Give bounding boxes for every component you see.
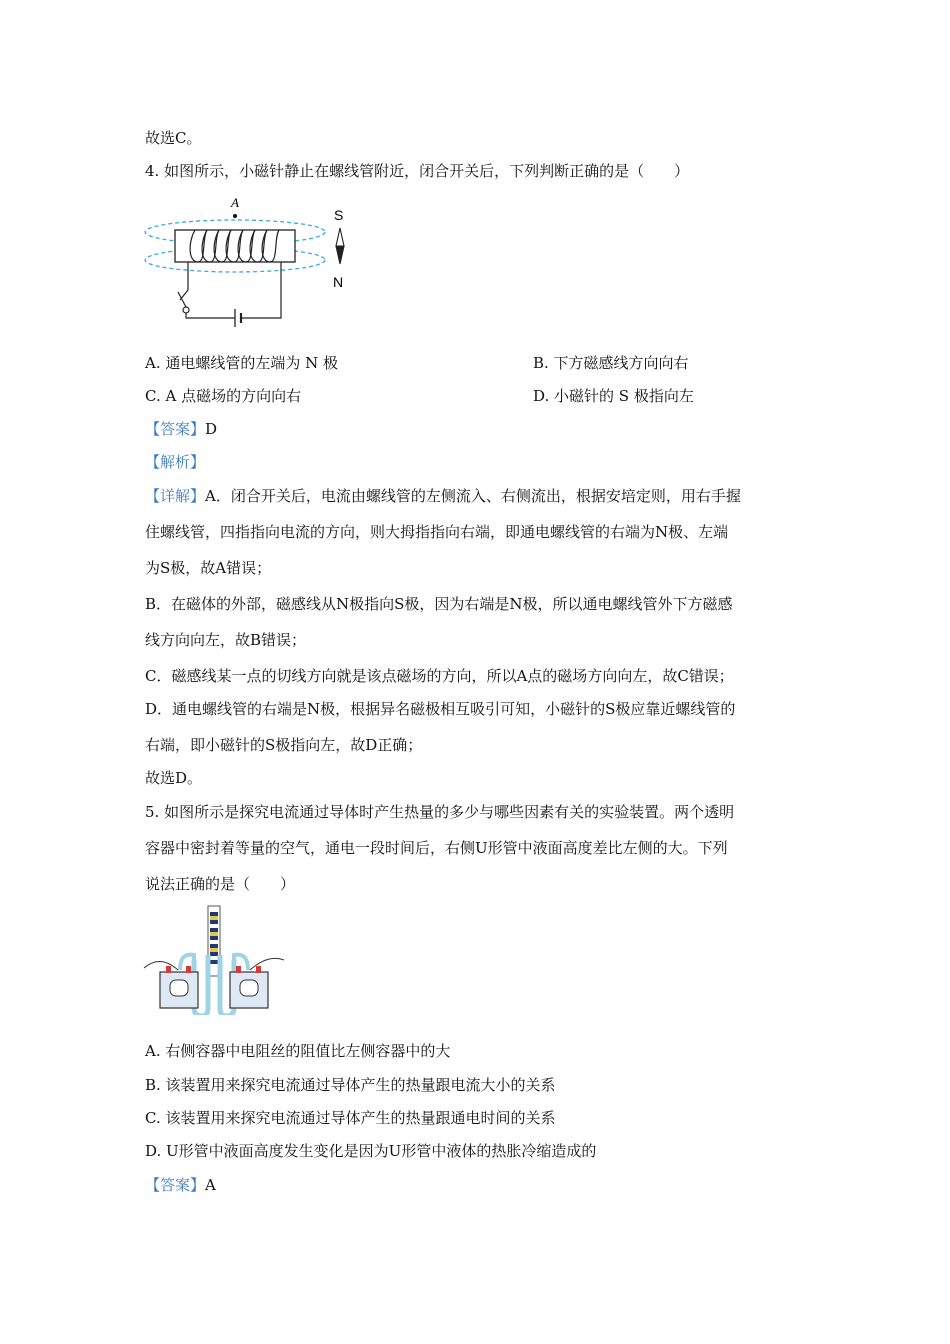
q5-stem-line-3: 说法正确的是（ ） xyxy=(145,875,296,893)
answer-tag: 【答案】 xyxy=(145,420,206,438)
q4-answer-value: D xyxy=(205,420,218,438)
q5-option-b: B. 该装置用来探究电流通过导体产生的热量跟电流大小的关系 xyxy=(145,1076,556,1094)
q4-answer-row xyxy=(145,419,217,439)
wire-left xyxy=(144,961,178,970)
q4-detail-line-8: 右端，即小磁针的S极指向左，故D正确； xyxy=(145,736,423,754)
q4-option-d: D. 小磁针的 S 极指向左 xyxy=(533,387,694,405)
q4-option-c: C. A 点磁场的方向向右 xyxy=(145,387,302,405)
q4-detail-line-6: C．磁感线某一点的切线方向就是该点磁场的方向，所以A点的磁场方向向左，故C错误； xyxy=(145,667,734,685)
needle-n-label: N xyxy=(333,274,344,290)
q5-option-d: D. U形管中液面高度发生变化是因为U形管中液体的热胀冷缩造成的 xyxy=(145,1142,597,1160)
terminal-4 xyxy=(256,966,261,973)
terminal-1 xyxy=(166,966,171,973)
circuit-wire-bottom xyxy=(186,313,235,318)
answer-tag: 【答案】 xyxy=(145,1176,206,1194)
q3-conclusion: 故选C。 xyxy=(145,129,202,147)
q4-detail-text-1: A．闭合开关后，电流由螺线管的左侧流入、右侧流出，根据安培定则，用右手握 xyxy=(205,487,741,505)
circuit-wire-left xyxy=(180,262,188,300)
detail-tag: 【详解】 xyxy=(145,487,206,505)
point-a-label: A xyxy=(231,195,239,210)
q4-analysis-tag xyxy=(145,452,205,472)
needle-s-label: S xyxy=(334,207,344,223)
q5-option-c: C. 该装置用来探究电流通过导体产生的热量跟通电时间的关系 xyxy=(145,1109,556,1127)
q5-stem-line-2: 容器中密封着等量的空气，通电一段时间后，右侧U形管中液面高度差比左侧的大。下列 xyxy=(145,839,728,857)
q4-option-a: A. 通电螺线管的左端为 N 极 xyxy=(145,354,339,372)
solenoid-figure xyxy=(140,192,370,332)
q5-stem-line-1: 5. 如图所示是探究电流通过导体时产生热量的多少与哪些因素有关的实验装置。两个透明 xyxy=(145,803,735,821)
needle-bottom-half xyxy=(336,246,344,264)
q4-detail-line-5: 线方向向左，故B错误； xyxy=(145,631,307,649)
terminal-3 xyxy=(236,966,241,973)
q5-answer-row xyxy=(145,1175,216,1195)
point-a xyxy=(233,214,237,218)
wire-right xyxy=(250,958,284,970)
q4-stem: 4. 如图所示，小磁针静止在螺线管附近，闭合开关后，下列判断正确的是（ ） xyxy=(145,162,690,180)
analysis-tag: 【解析】 xyxy=(145,453,206,471)
q5-option-a: A. 右侧容器中电阻丝的阻值比左侧容器中的大 xyxy=(145,1042,451,1060)
q5-answer-value: A xyxy=(205,1176,216,1194)
q4-option-b: B. 下方磁感线方向向右 xyxy=(533,354,689,372)
switch-pivot xyxy=(183,307,189,313)
q4-detail-line-3: 为S极，故A错误； xyxy=(145,559,272,577)
container-left-inner xyxy=(170,980,188,996)
q4-detail-line-2: 住螺线管，四指指向电流的方向，则大拇指指向右端，即通电螺线管的右端为N极、左端 xyxy=(145,523,729,541)
q4-detail-line-4: B．在磁体的外部，磁感线从N极指向S极，因为右端是N极，所以通电螺线管外下方磁感 xyxy=(145,595,733,613)
container-right-inner xyxy=(240,980,258,996)
q4-detail-line-7: D．通电螺线管的右端是N极，根据异名磁极相互吸引可知，小磁针的S极应靠近螺线管的 xyxy=(145,700,736,718)
terminal-2 xyxy=(186,966,191,973)
needle-top-half xyxy=(336,228,344,246)
q4-detail-line-9: 故选D。 xyxy=(145,769,203,787)
heat-apparatus-figure xyxy=(140,900,290,1015)
q4-detail-line-1 xyxy=(145,486,741,506)
